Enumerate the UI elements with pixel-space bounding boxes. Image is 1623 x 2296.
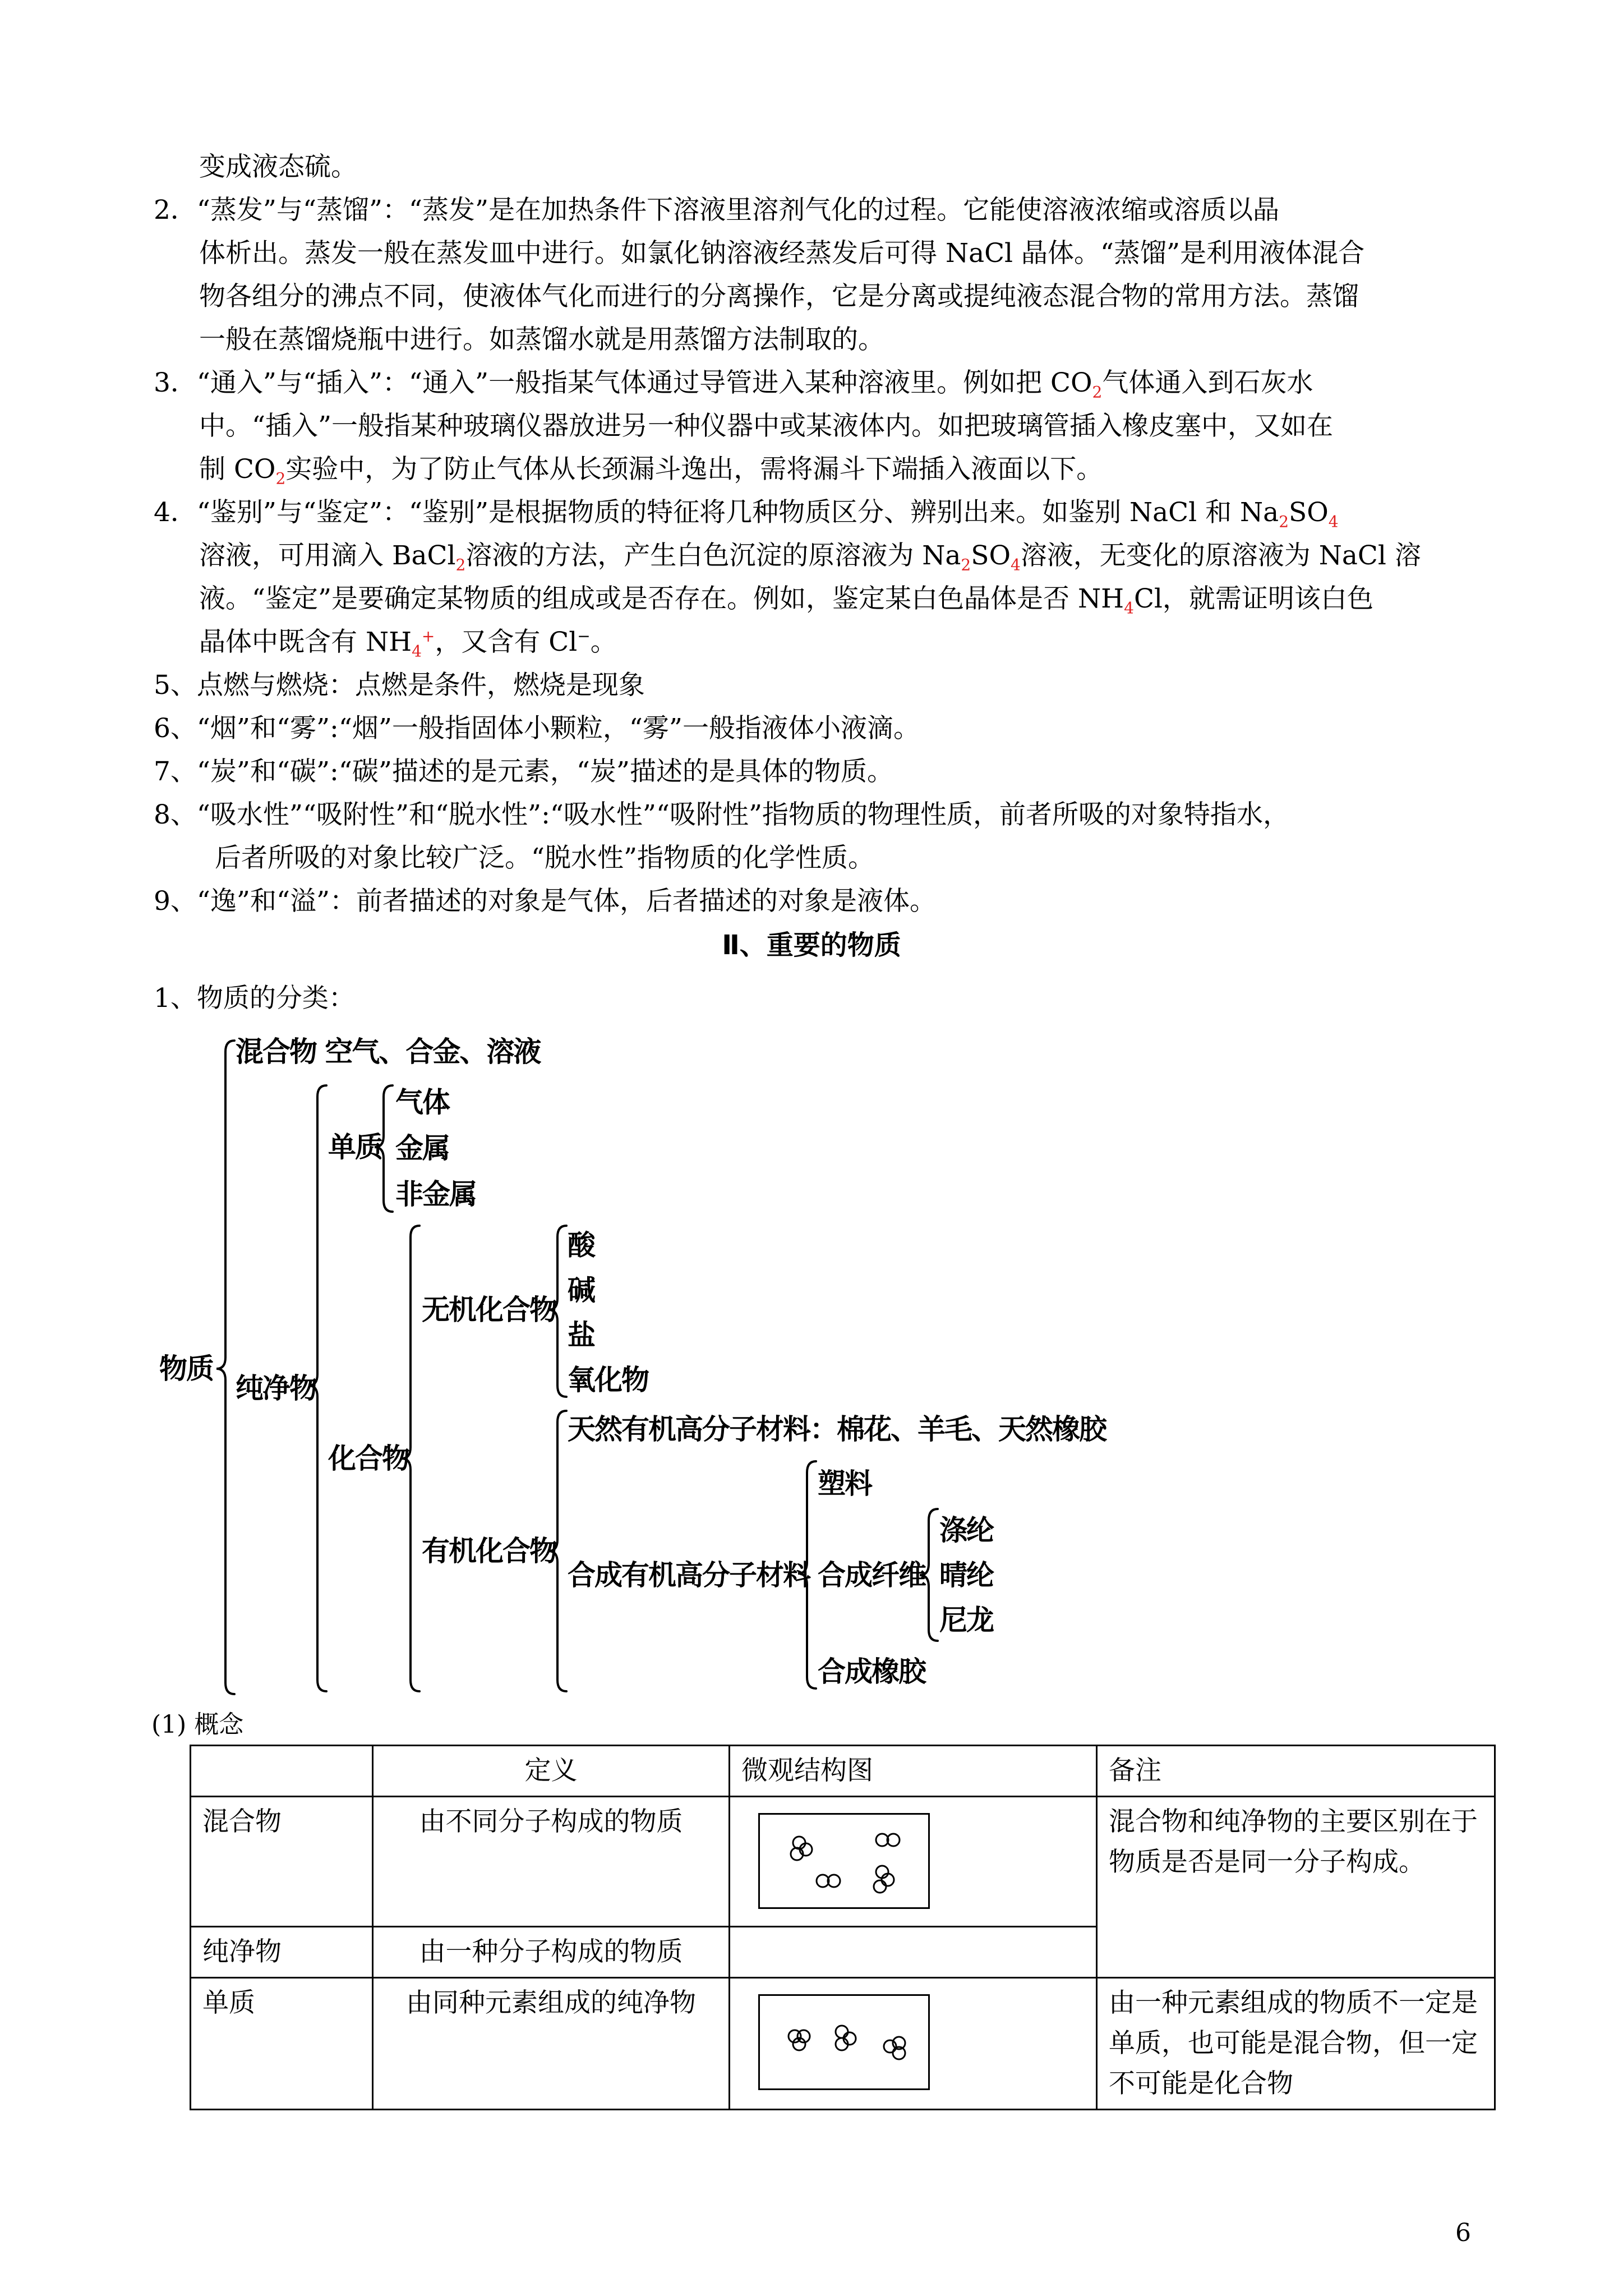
tree-pure: 纯净物	[236, 1372, 316, 1405]
table-row	[191, 1797, 1495, 1927]
row-note: 由一种元素组成的物质不一定是单质，也可能是混合物，但一定不可能是化合物	[1097, 1978, 1495, 2110]
text-line: 4．“鉴别”与“鉴定”：“鉴别”是根据物质的特征将几种物质区分、辨别出来。如鉴别 NaCl 和 $Na_2SO_4$	[154, 497, 1339, 531]
tree-inorganic-child: 氧化物	[568, 1364, 648, 1396]
tree-fiber-child: 涤纶	[939, 1514, 993, 1547]
text-line: 物各组分的沸点不同，使液体气化而进行的分离操作，它是分离或提纯液态混合物的常用方法。蒸馏	[199, 281, 1359, 312]
micro-structure-cell	[730, 1927, 1097, 1978]
text-line: 制 $CO_2$实验中，为了防止气体从长颈漏斗逸出，需将漏斗下端插入液面以下。	[199, 454, 1103, 488]
text-line: 液。“鉴定”是要确定某物质的组成或是否存在。例如，鉴定某白色晶体是否 $NH_4Cl$，就需证明该白色	[199, 583, 1373, 618]
row-name: 单质	[191, 1978, 373, 2110]
tree-plastic: 塑料	[818, 1467, 872, 1500]
tree-compound: 化合物	[328, 1442, 409, 1475]
text-line: 晶体中既含有 $NH_4^+$，又含有 Cl−。	[199, 627, 617, 661]
row-note: 混合物和纯净物的主要区别在于物质是否是同一分子构成。	[1097, 1797, 1495, 1978]
text-line: 9、“逸”和“溢”：前者描述的对象是气体，后者描述的对象是液体。	[154, 886, 937, 917]
section-heading: Ⅱ、重要的物质	[722, 930, 901, 961]
row-name: 混合物	[191, 1797, 373, 1927]
page-number: 6	[1455, 2219, 1471, 2247]
molecule-icon	[760, 1996, 928, 2088]
micro-structure-cell	[730, 1978, 1097, 2110]
table-row	[191, 1978, 1495, 2110]
text-line: 体析出。蒸发一般在蒸发皿中进行。如氯化钠溶液经蒸发后可得 NaCl 晶体。“蒸馏”是利用液体混合	[199, 238, 1365, 269]
tree-element-child: 非金属	[395, 1178, 476, 1211]
tree-fiber-child: 尼龙	[939, 1604, 993, 1636]
tree-inorganic: 无机化合物	[422, 1294, 556, 1326]
text-line: 5、点燃与燃烧：点燃是条件，燃烧是现象	[154, 670, 645, 701]
text-line: 7、“炭”和“碳”:“碳”描述的是元素，“炭”描述的是具体的物质。	[154, 756, 893, 787]
row-name: 纯净物	[191, 1927, 373, 1978]
tree-natural-polymer: 天然有机高分子材料：棉花、羊毛、天然橡胶	[568, 1413, 1106, 1446]
table-header: 微观结构图	[730, 1746, 1097, 1797]
tree-organic: 有机化合物	[422, 1535, 556, 1567]
classification-title: 1、物质的分类：	[154, 983, 355, 1014]
concept-title: (1) 概念	[151, 1710, 244, 1739]
tree-fiber-child: 晴纶	[939, 1559, 993, 1591]
molecule-icon	[760, 1815, 928, 1907]
micro-structure-cell	[730, 1797, 1097, 1927]
tree-element-child: 金属	[395, 1132, 449, 1165]
tree-element-child: 气体	[395, 1086, 449, 1119]
row-definition: 由不同分子构成的物质	[373, 1797, 730, 1927]
text-line: 8、“吸水性”“吸附性”和“脱水性”:“吸水性”“吸附性”指物质的物理性质，前者所吸的对象特指水，	[154, 799, 1290, 830]
row-definition: 由同种元素组成的纯净物	[373, 1978, 730, 2110]
element-molecule-diagram	[758, 1994, 930, 2090]
text-line: 6、“烟”和“雾”:“烟”一般指固体小颗粒，“雾”一般指液体小液滴。	[154, 713, 920, 744]
table-header	[191, 1746, 373, 1797]
tree-synthetic-polymer: 合成有机高分子材料	[568, 1559, 810, 1591]
tree-fiber: 合成纤维	[818, 1559, 925, 1591]
tree-root: 物质	[159, 1352, 213, 1385]
text-line: 3．“通入”与“插入”：“通入”一般指某气体通过导管进入某种溶液里。例如把 $CO_2$气体通入到石灰水	[154, 367, 1313, 402]
tree-inorganic-child: 酸	[568, 1229, 594, 1262]
table-header: 备注	[1097, 1746, 1495, 1797]
text-line: 中。“插入”一般指某种玻璃仪器放进另一种仪器中或某液体内。如把玻璃管插入橡皮塞中，又如在	[199, 411, 1334, 441]
tree-inorganic-child: 碱	[568, 1274, 594, 1306]
text-line: 2．“蒸发”与“蒸馏”：“蒸发”是在加热条件下溶液里溶剂气化的过程。它能使溶液浓缩或溶质以晶	[154, 195, 1280, 226]
tree-inorganic-child: 盐	[568, 1319, 594, 1351]
table-header-row	[191, 1746, 1495, 1797]
tree-element: 单质	[328, 1131, 382, 1163]
mixture-molecule-diagram	[758, 1813, 930, 1909]
table-header: 定义	[373, 1746, 730, 1797]
text-line: 后者所吸的对象比较广泛。“脱水性”指物质的化学性质。	[215, 843, 875, 873]
tree-mixture: 混合物 空气、合金、溶液	[236, 1036, 541, 1068]
tree-rubber: 合成橡胶	[818, 1655, 925, 1688]
row-definition: 由一种分子构成的物质	[373, 1927, 730, 1978]
text-line: 变成液态硫。	[199, 151, 357, 182]
text-line: 溶液，可用滴入 BaCl$_2$溶液的方法，产生白色沉淀的原溶液为 $Na_2SO_4$溶液，无变化的原溶液为 NaCl 溶	[199, 540, 1421, 574]
text-line: 一般在蒸馏烧瓶中进行。如蒸馏水就是用蒸馏方法制取的。	[199, 324, 884, 355]
concept-table	[190, 1745, 1496, 2110]
